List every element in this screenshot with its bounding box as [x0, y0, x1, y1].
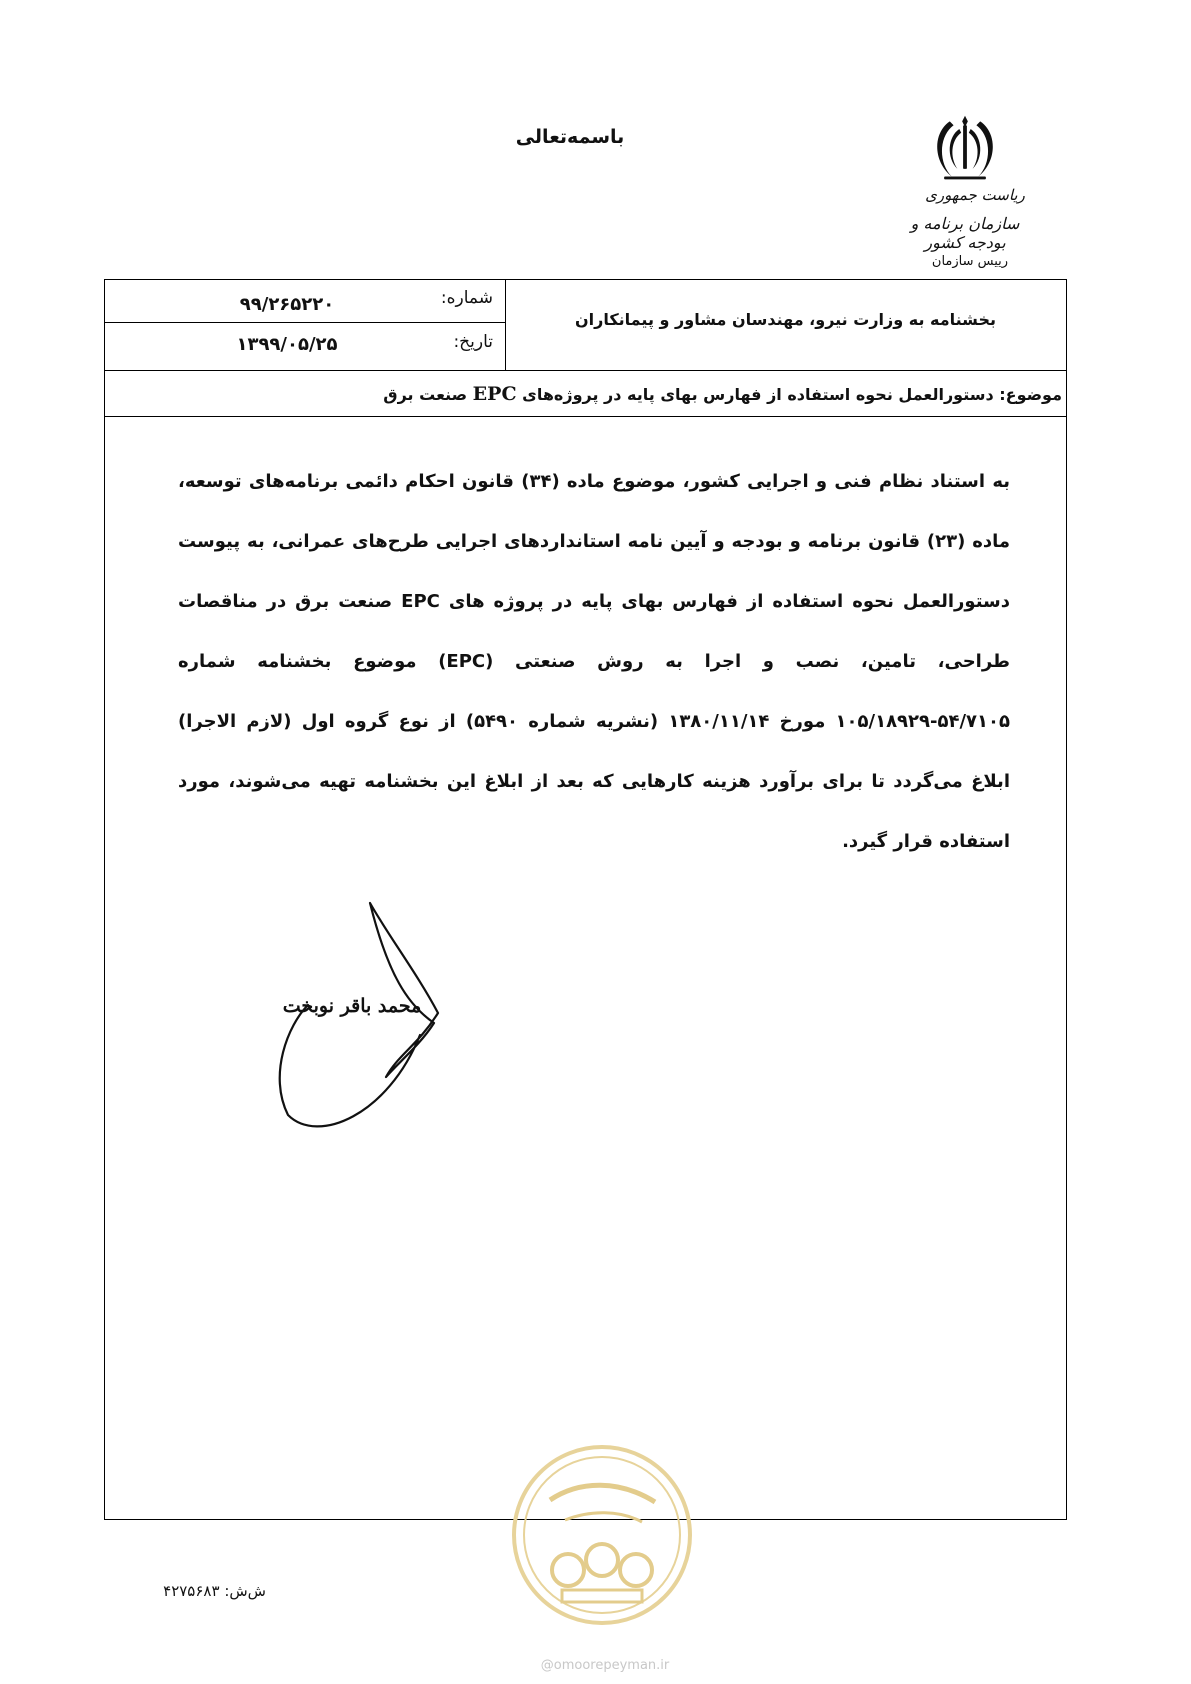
recipient-line: بخشنامه به وزارت نیرو، مهندسان مشاور و پیمانکاران: [575, 310, 996, 329]
subject-line: [383, 383, 1062, 405]
omoore-peyman-seal-icon: [510, 1440, 695, 1630]
iran-emblem-icon: [926, 110, 1004, 186]
handwritten-signature-icon: [248, 895, 468, 1140]
org-line-organization: سازمان برنامه و بودجه کشور: [910, 214, 1020, 252]
date-value: ۱۳۹۹/۰۵/۲۵: [236, 334, 338, 355]
subject-prefix: موضوع: دستورالعمل نحوه استفاده از فهارس بهای پایه در پروژه‌های: [522, 385, 1062, 404]
letter-body: [178, 452, 1010, 872]
subject-suffix: صنعت برق: [383, 385, 468, 404]
rule-number-date: [105, 322, 505, 323]
signer-name: محمد باقر نوبخت: [282, 995, 422, 1017]
body-paragraph: به استناد نظام فنی و اجرایی کشور، موضوع ماده (۳۴) قانون احکام دائمی برنامه‌های توسعه، ماده (۲۳) قانون برنامه و بودجه و آیین نامه استانداردهای اجرایی طرح‌های عمرانی، به پیوست دستورالعمل نحوه استفاده از فهارس بهای پایه در پروژه های EPC صنعت برق در مناقصات طراحی، تامین، نصب و اجرا به روش صنعتی (EPC) موضوع بخشنامه شماره ۵۴/۷۱۰۵-۱۰۵/۱۸۹۲۹ مورخ ۱۳۸۰/۱۱/۱۴ (نشریه شماره ۵۴۹۰) از نوع گروه اول (لازم الاجرا) ابلاغ می‌گردد تا برای برآورد هزینه کارهایی که بعد از ابلاغ این بخشنامه تهیه می‌شوند، مورد استفاده قرار گیرد.: [178, 471, 1011, 852]
org-line-presidency: ریاست جمهوری: [925, 186, 1025, 204]
serial-number: ش‌ش: ۴۲۷۵۶۸۳: [163, 1582, 266, 1600]
watermark-url: @omoorepeyman.ir: [540, 1658, 670, 1673]
rule-meta-divider: [505, 280, 506, 370]
rule-meta-subject: [105, 370, 1066, 371]
bismillah-heading: باسمه‌تعالی: [515, 126, 625, 148]
rule-subject-body: [105, 416, 1066, 417]
head-title-label: رییس سازمان: [931, 254, 1009, 269]
number-label: شماره:: [440, 288, 493, 308]
date-label: تاریخ:: [453, 332, 493, 352]
number-value: ۹۹/۲۶۵۲۲۰: [239, 294, 335, 315]
subject-acronym: EPC: [472, 383, 517, 405]
